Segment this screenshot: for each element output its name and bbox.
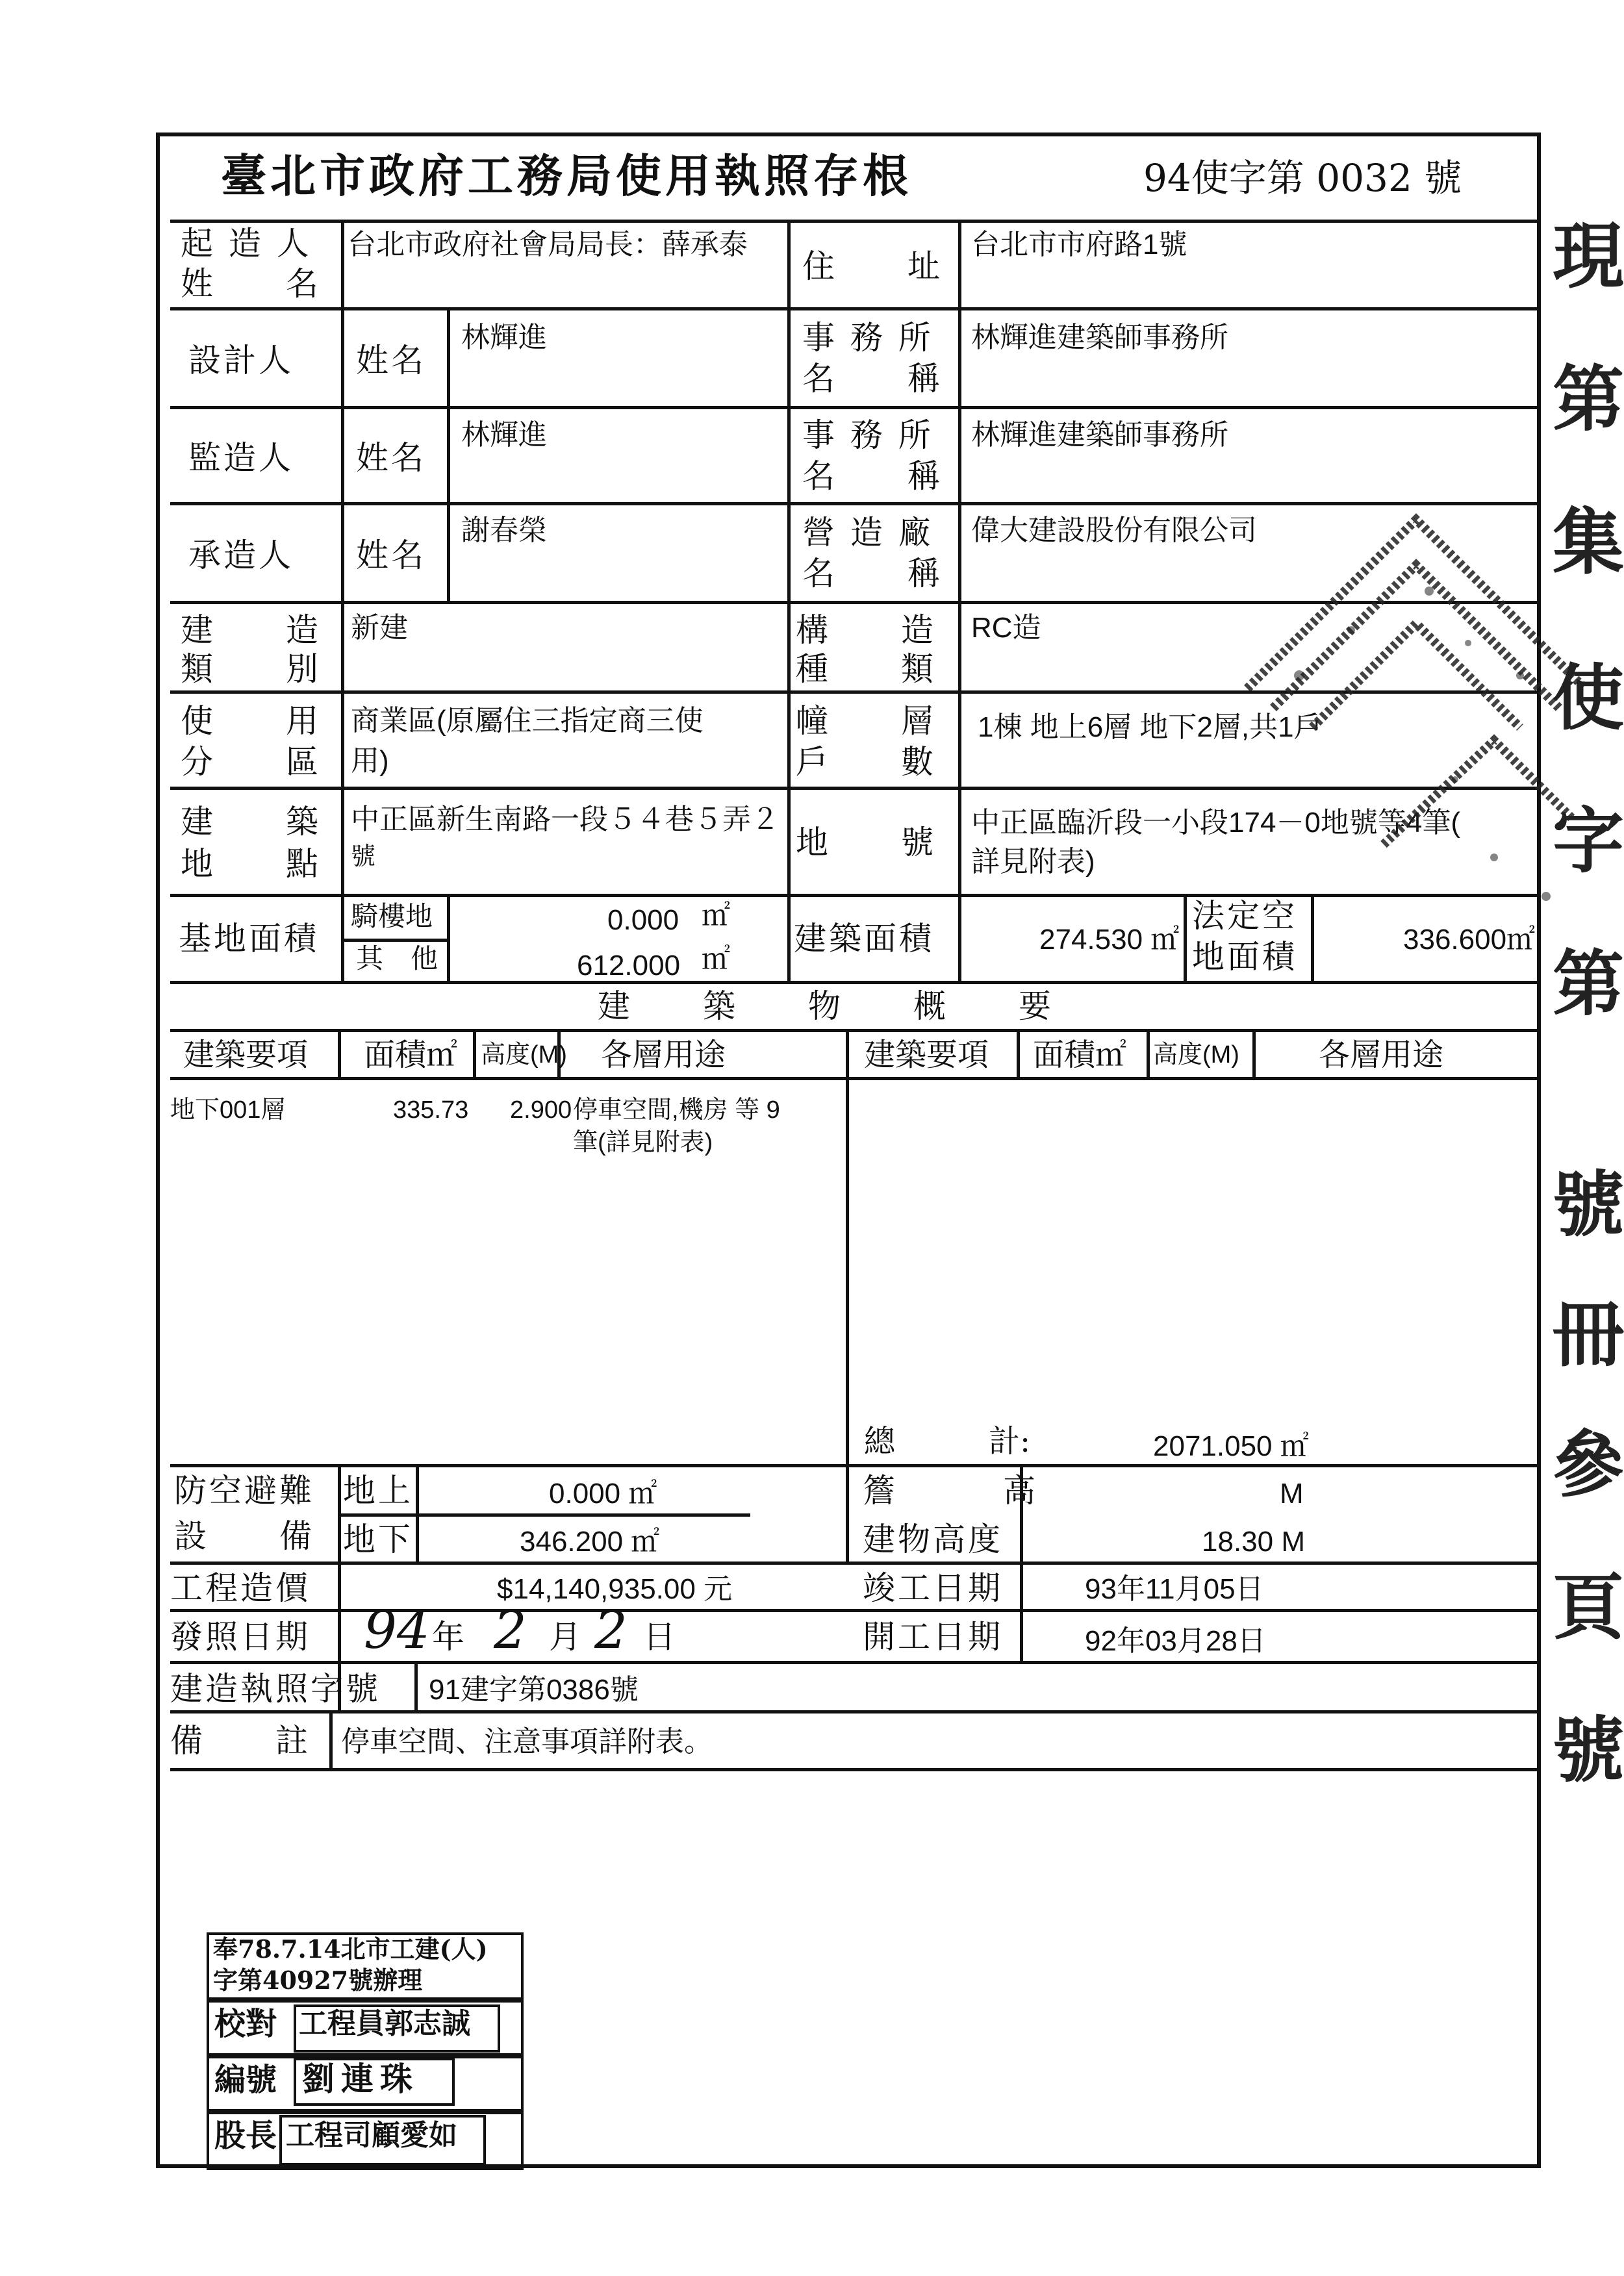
owner-label-1: 起 造 人 [181, 225, 312, 262]
designer-office: 林輝進建築師事務所 [971, 322, 1228, 353]
floors-label-1: 幢 層 [796, 702, 936, 740]
overview-entry-use-1: 停車空間,機房 等 9 [573, 1096, 780, 1124]
overview-entry-item: 地下001層 [170, 1096, 286, 1124]
chief-label: 股長 [214, 2118, 277, 2154]
issue-day-handwritten: 2 [594, 1600, 628, 1660]
margin-seal-char: 冊 [1553, 1293, 1624, 1376]
arcade-unit: ㎡ [702, 900, 730, 931]
issue-date-label: 發照日期 [170, 1618, 311, 1656]
page-title: 臺北市政府工務局使用執照存根 [221, 149, 912, 203]
designer-label: 設計人 [188, 342, 294, 379]
contractor-firm-label-2: 名 稱 [802, 555, 943, 592]
margin-seal-char: 第 [1553, 357, 1624, 441]
margin-seal-char: 現 [1553, 214, 1624, 298]
overview-title: 建 築 物 概 要 [598, 987, 1054, 1025]
margin-seal-char: 第 [1553, 942, 1624, 1026]
zoning-value-1: 商業區(原屬住三指定商三使 [351, 705, 704, 737]
margin-seal-char: 使 [1553, 656, 1624, 740]
lot-value-2: 詳見附表) [971, 846, 1095, 878]
designer-name: 林輝進 [461, 322, 547, 353]
overview-header-height-left: 高度(M) [481, 1041, 567, 1068]
other-unit: ㎡ [702, 943, 730, 975]
arcade-label: 騎樓地 [351, 900, 433, 932]
designer-office-label-1: 事 務 所 [802, 319, 933, 357]
owner-address: 台北市市府路1號 [971, 229, 1187, 260]
permit-number: 94使字第 0032 號 [1143, 156, 1462, 200]
other-label: 其 他 [356, 942, 438, 974]
contractor-name: 謝春榮 [461, 514, 547, 546]
contractor-name-label: 姓名 [356, 537, 426, 574]
overview-entry-use-2: 筆(詳見附表) [573, 1129, 713, 1156]
number-label: 編號 [214, 2062, 277, 2098]
eave-height: M [1280, 1478, 1304, 1510]
supervisor-office-label-2: 名 稱 [802, 457, 943, 495]
issue-year-unit: 年 [432, 1618, 467, 1656]
location-value-1: 中正區新生南路一段５４巷５弄２ [351, 803, 780, 835]
site-area-label: 基地面積 [179, 920, 319, 957]
structure-label-2: 種 類 [796, 650, 936, 688]
build-type-label-1: 建 造 [181, 611, 321, 649]
structure-type: RC造 [971, 612, 1041, 644]
supervisor-office: 林輝進建築師事務所 [971, 419, 1228, 451]
remarks-label: 備 註 [170, 1722, 311, 1760]
overview-header-area-left: 面積㎡ [364, 1037, 458, 1073]
build-type-label-2: 類 別 [181, 650, 321, 688]
contractor-firm: 偉大建設股份有限公司 [971, 514, 1257, 546]
overview-header-area-right: 面積㎡ [1033, 1037, 1127, 1073]
floors-label-2: 戶 數 [796, 743, 936, 781]
build-type: 新建 [351, 612, 408, 644]
lot-value-1: 中正區臨沂段一小段174－0地號等4筆( [971, 807, 1461, 839]
owner-label-2: 姓 名 [181, 265, 321, 303]
designer-name-label: 姓名 [356, 342, 426, 379]
checker-name: 工程員郭志誠 [299, 2007, 470, 2040]
completion-date: 93年11月05日 [1085, 1573, 1264, 1605]
owner-name: 台北市政府社會局局長：薛承泰 [348, 229, 748, 260]
issue-month-handwritten: 2 [494, 1600, 527, 1660]
floors-units: 1棟 地上6層 地下2層,共1戶 [978, 711, 1323, 743]
contractor-label: 承造人 [188, 537, 294, 574]
owner-address-label: 住 址 [802, 247, 943, 285]
structure-label-1: 構 造 [796, 611, 936, 649]
margin-seal-char: 參 [1553, 1422, 1624, 1506]
issue-year-handwritten: 94 [364, 1600, 430, 1660]
margin-seal-char: 號 [1553, 1708, 1624, 1792]
supervisor-name-label: 姓名 [356, 439, 426, 477]
cost-label: 工程造價 [170, 1569, 311, 1607]
eave-height-label: 簷 高 [863, 1472, 1038, 1510]
supervisor-label: 監造人 [188, 439, 294, 477]
issue-month-unit: 月 [549, 1618, 584, 1656]
open-space-label-1: 法定空 [1192, 897, 1297, 935]
lot-label: 地 號 [796, 824, 936, 861]
shelter-label-1: 防空避難 [174, 1472, 314, 1510]
construction-license-number: 91建字第0386號 [429, 1674, 639, 1706]
overview-header-use-right: 各層用途 [1319, 1037, 1444, 1073]
completion-date-label: 竣工日期 [863, 1569, 1003, 1607]
margin-seal-char: 頁 [1553, 1565, 1624, 1649]
issue-day-unit: 日 [643, 1618, 678, 1656]
official-seal-impression [1221, 494, 1585, 1013]
total-label: 總 計: [864, 1423, 1031, 1460]
building-area: 274.530 ㎡ [1039, 924, 1180, 955]
remarks-value: 停車空間、注意事項詳附表。 [341, 1726, 713, 1758]
total-area: 2071.050 ㎡ [1153, 1430, 1309, 1462]
location-label-2: 地 點 [181, 845, 321, 883]
construction-license-label: 建造執照字號 [170, 1670, 381, 1708]
arcade-area: 0.000 [607, 904, 679, 936]
zoning-label-1: 使 用 [181, 702, 321, 740]
overview-header-use-left: 各層用途 [601, 1037, 726, 1073]
shelter-below-area: 346.200 ㎡ [520, 1526, 660, 1558]
start-date-label: 開工日期 [863, 1618, 1003, 1656]
start-date: 92年03月28日 [1085, 1625, 1266, 1657]
overview-header-item-right: 建築要項 [864, 1037, 989, 1073]
stamp-line-2: 字第40927號辦理 [213, 1966, 423, 1995]
open-space-label-2: 地面積 [1192, 938, 1297, 976]
check-label: 校對 [214, 2006, 277, 2042]
cost-value: $14,140,935.00 元 [497, 1573, 733, 1605]
shelter-above-area: 0.000 ㎡ [549, 1478, 657, 1510]
location-label-1: 建 築 [181, 803, 321, 841]
margin-seal-char: 字 [1553, 799, 1624, 883]
building-area-label: 建築面積 [794, 920, 934, 957]
building-height: 18.30 M [1202, 1526, 1305, 1558]
zoning-label-2: 分 區 [181, 743, 321, 781]
stamp-line-1: 奉78.7.14北市工建(人) [213, 1934, 488, 1964]
building-height-label: 建物高度 [863, 1521, 1003, 1558]
overview-header-item-left: 建築要項 [183, 1037, 309, 1073]
other-area: 612.000 [577, 950, 681, 981]
overview-entry-area: 335.73 [393, 1096, 469, 1124]
margin-seal-char: 號 [1553, 1163, 1624, 1246]
chief-name: 工程司顧愛如 [286, 2119, 457, 2152]
supervisor-office-label-1: 事 務 所 [802, 416, 933, 454]
shelter-above-label: 地上 [343, 1472, 413, 1510]
shelter-below-label: 地下 [343, 1521, 413, 1558]
contractor-firm-label-1: 營 造 廠 [802, 514, 933, 551]
open-space-area: 336.600㎡ [1403, 924, 1536, 955]
margin-seal-char: 集 [1553, 500, 1624, 584]
overview-entry-height: 2.900 [510, 1096, 572, 1124]
numberer-name: 劉連珠 [302, 2060, 419, 2098]
supervisor-name: 林輝進 [461, 419, 547, 451]
overview-header-height-right: 高度(M) [1153, 1041, 1239, 1068]
zoning-value-2: 用) [351, 745, 389, 777]
location-value-2: 號 [351, 843, 376, 870]
shelter-label-2: 設 備 [174, 1517, 314, 1555]
designer-office-label-2: 名 稱 [802, 360, 943, 398]
